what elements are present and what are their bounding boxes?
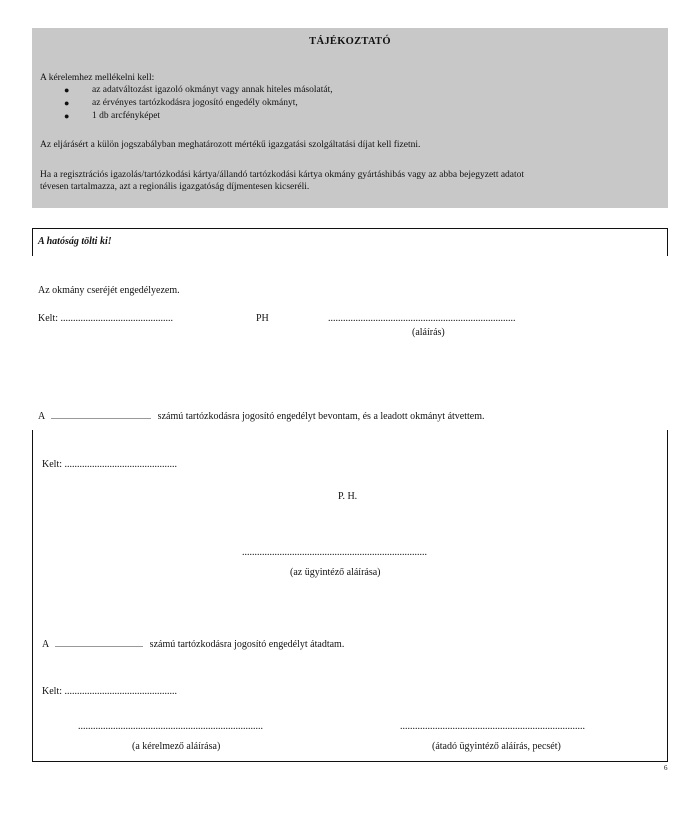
authority-header: A hatóság tölti ki! bbox=[38, 236, 112, 247]
lower-box-left-border bbox=[32, 430, 33, 762]
approval-signature-label: (aláírás) bbox=[412, 327, 445, 338]
authority-box-left-border bbox=[32, 228, 33, 256]
approval-signature-line: ........................................................................... bbox=[328, 313, 516, 324]
handover-officer-signature-line: .......................................................................... bbox=[400, 721, 585, 732]
info-bullet-2: az érvényes tartózkodásra jogosító engedély okmányt, bbox=[92, 98, 298, 108]
info-bullet-1: az adatváltozást igazoló okmányt vagy annak hiteles másolatát, bbox=[92, 85, 333, 95]
withdrawal-ph: P. H. bbox=[338, 491, 358, 502]
authority-box-right-border bbox=[667, 228, 668, 256]
lower-box-right-border bbox=[667, 430, 668, 762]
info-intro: A kérelemhez mellékelni kell: bbox=[40, 73, 155, 83]
officer-signature-label: (az ügyintéző aláírása) bbox=[290, 567, 381, 578]
info-replace-line-2: tévesen tartalmazza, azt a regionális igazgatóság díjmentesen kicseréli. bbox=[40, 182, 310, 192]
authority-box-top-border bbox=[32, 228, 668, 229]
page-mark: 6 bbox=[664, 764, 668, 772]
approval-text: Az okmány cseréjét engedélyezem. bbox=[38, 285, 180, 296]
bullet-icon: ● bbox=[64, 111, 70, 121]
handover-prefix: A bbox=[42, 639, 49, 650]
withdrawal-sentence bbox=[38, 411, 485, 423]
withdrawal-number-blank[interactable] bbox=[51, 418, 151, 419]
handover-officer-signature-label: (átadó ügyintéző aláírás, pecsét) bbox=[432, 741, 561, 752]
applicant-signature-line: .......................................................................... bbox=[78, 721, 263, 732]
handover-sentence bbox=[42, 639, 344, 651]
withdrawal-suffix: számú tartózkodásra jogosító engedélyt bevontam, és a leadott okmányt átvettem. bbox=[157, 411, 485, 422]
approval-ph: PH bbox=[256, 313, 269, 324]
info-fee: Az eljárásért a külön jogszabályban meghatározott mértékű igazgatási szolgáltatási díjat kell fizetni. bbox=[40, 140, 421, 150]
handover-suffix: számú tartózkodásra jogosító engedélyt átadtam. bbox=[149, 639, 345, 650]
approval-kelt: Kelt: ............................................. bbox=[38, 313, 173, 324]
officer-signature-line: .......................................................................... bbox=[242, 547, 427, 558]
handover-number-blank[interactable] bbox=[55, 646, 143, 647]
withdrawal-kelt: Kelt: ............................................. bbox=[42, 459, 177, 470]
withdrawal-prefix: A bbox=[38, 411, 45, 422]
handover-kelt: Kelt: ............................................. bbox=[42, 686, 177, 697]
bullet-icon: ● bbox=[64, 98, 70, 108]
bullet-icon: ● bbox=[64, 85, 70, 95]
info-title: TÁJÉKOZTATÓ bbox=[309, 36, 391, 47]
info-bullet-3: 1 db arcfényképet bbox=[92, 111, 161, 121]
info-box bbox=[32, 28, 668, 208]
applicant-signature-label: (a kérelmező aláírása) bbox=[132, 741, 221, 752]
lower-box-bottom-border bbox=[32, 761, 668, 762]
info-replace-line-1: Ha a regisztrációs igazolás/tartózkodási kártya/állandó tartózkodási kártya okmány gyártáshibás vagy az abba bejegyzett adatot bbox=[40, 170, 525, 180]
